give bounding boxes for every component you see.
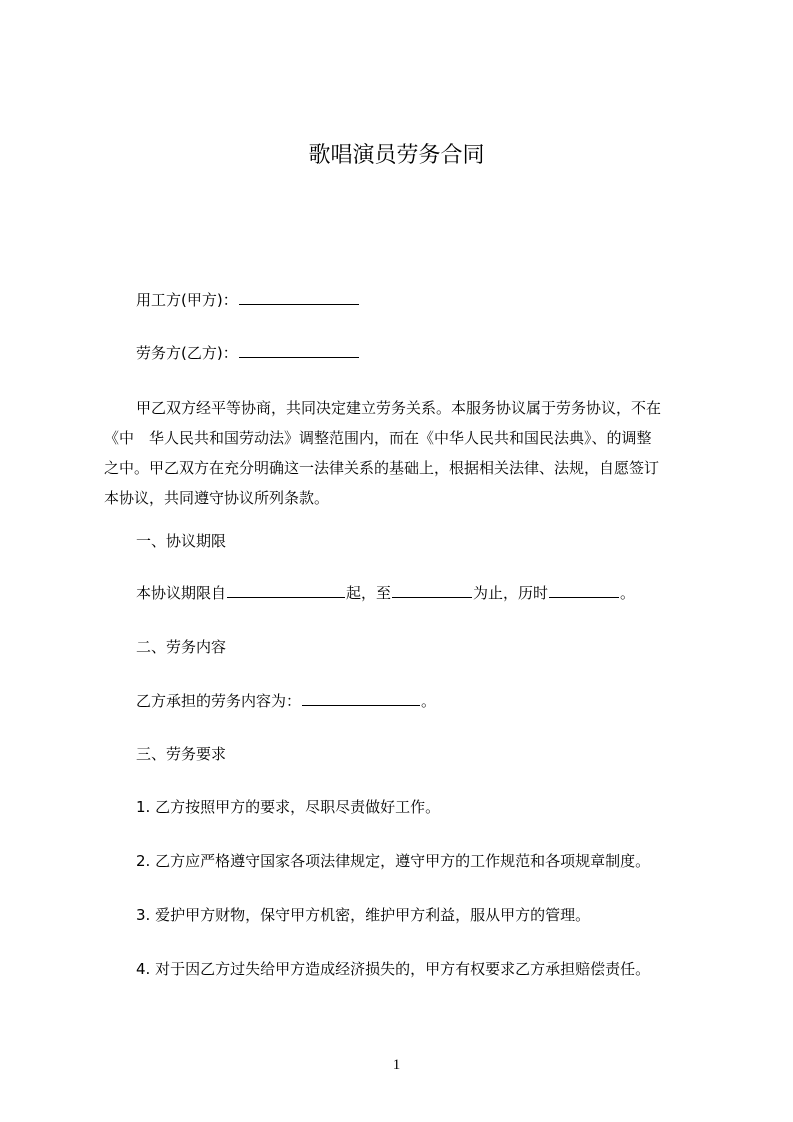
requirement-item: 1. 乙方按照甲方的要求，尽职尽责做好工作。 — [136, 798, 441, 816]
term-text-start: 本协议期限自 — [136, 584, 227, 602]
intro-line: 甲乙双方经平等协商，共同决定建立劳务关系。本服务协议属于劳务协议，不在 — [136, 399, 662, 417]
party-b-label: 劳务方(乙方)： — [136, 344, 238, 362]
section-heading-requirements: 三、劳务要求 — [136, 745, 227, 763]
term-text-until: 为止，历时 — [473, 584, 549, 602]
contract-title: 歌唱演员劳务合同 — [308, 143, 485, 168]
term-text-from: 起，至 — [346, 584, 392, 602]
term-end-date-blank[interactable] — [392, 582, 472, 598]
party-b-blank[interactable] — [239, 342, 359, 358]
requirement-item: 3. 爱护甲方财物，保守甲方机密，维护甲方利益，服从甲方的管理。 — [136, 906, 591, 924]
content-blank[interactable] — [302, 690, 420, 706]
term-line — [136, 582, 635, 604]
section-heading-content: 二、劳务内容 — [136, 638, 227, 656]
content-line — [136, 690, 436, 712]
party-a-line — [136, 289, 360, 311]
requirement-item: 4. 对于因乙方过失给甲方造成经济损失的，甲方有权要求乙方承担赔偿责任。 — [136, 960, 651, 978]
content-text-end: 。 — [421, 692, 437, 710]
intro-paragraph — [104, 393, 704, 513]
intro-line: 《中 华人民共和国劳动法》调整范围内，而在《中华人民共和国民法典》、的调整 — [104, 429, 652, 447]
page-number: 1 — [392, 1057, 401, 1073]
term-duration-blank[interactable] — [549, 582, 619, 598]
requirement-item: 2. 乙方应严格遵守国家各项法律规定，遵守甲方的工作规范和各项规章制度。 — [136, 852, 651, 870]
intro-line: 之中。甲乙双方在充分明确这一法律关系的基础上，根据相关法律、法规，自愿签订 — [104, 459, 660, 477]
term-text-end: 。 — [620, 584, 636, 602]
section-heading-term: 一、协议期限 — [136, 532, 227, 550]
intro-line: 本协议，共同遵守协议所列条款。 — [104, 489, 330, 507]
content-text-start: 乙方承担的劳务内容为： — [136, 692, 302, 710]
party-b-line — [136, 342, 360, 364]
term-start-date-blank[interactable] — [227, 582, 345, 598]
party-a-label: 用工方(甲方)： — [136, 291, 238, 309]
party-a-blank[interactable] — [239, 289, 359, 305]
